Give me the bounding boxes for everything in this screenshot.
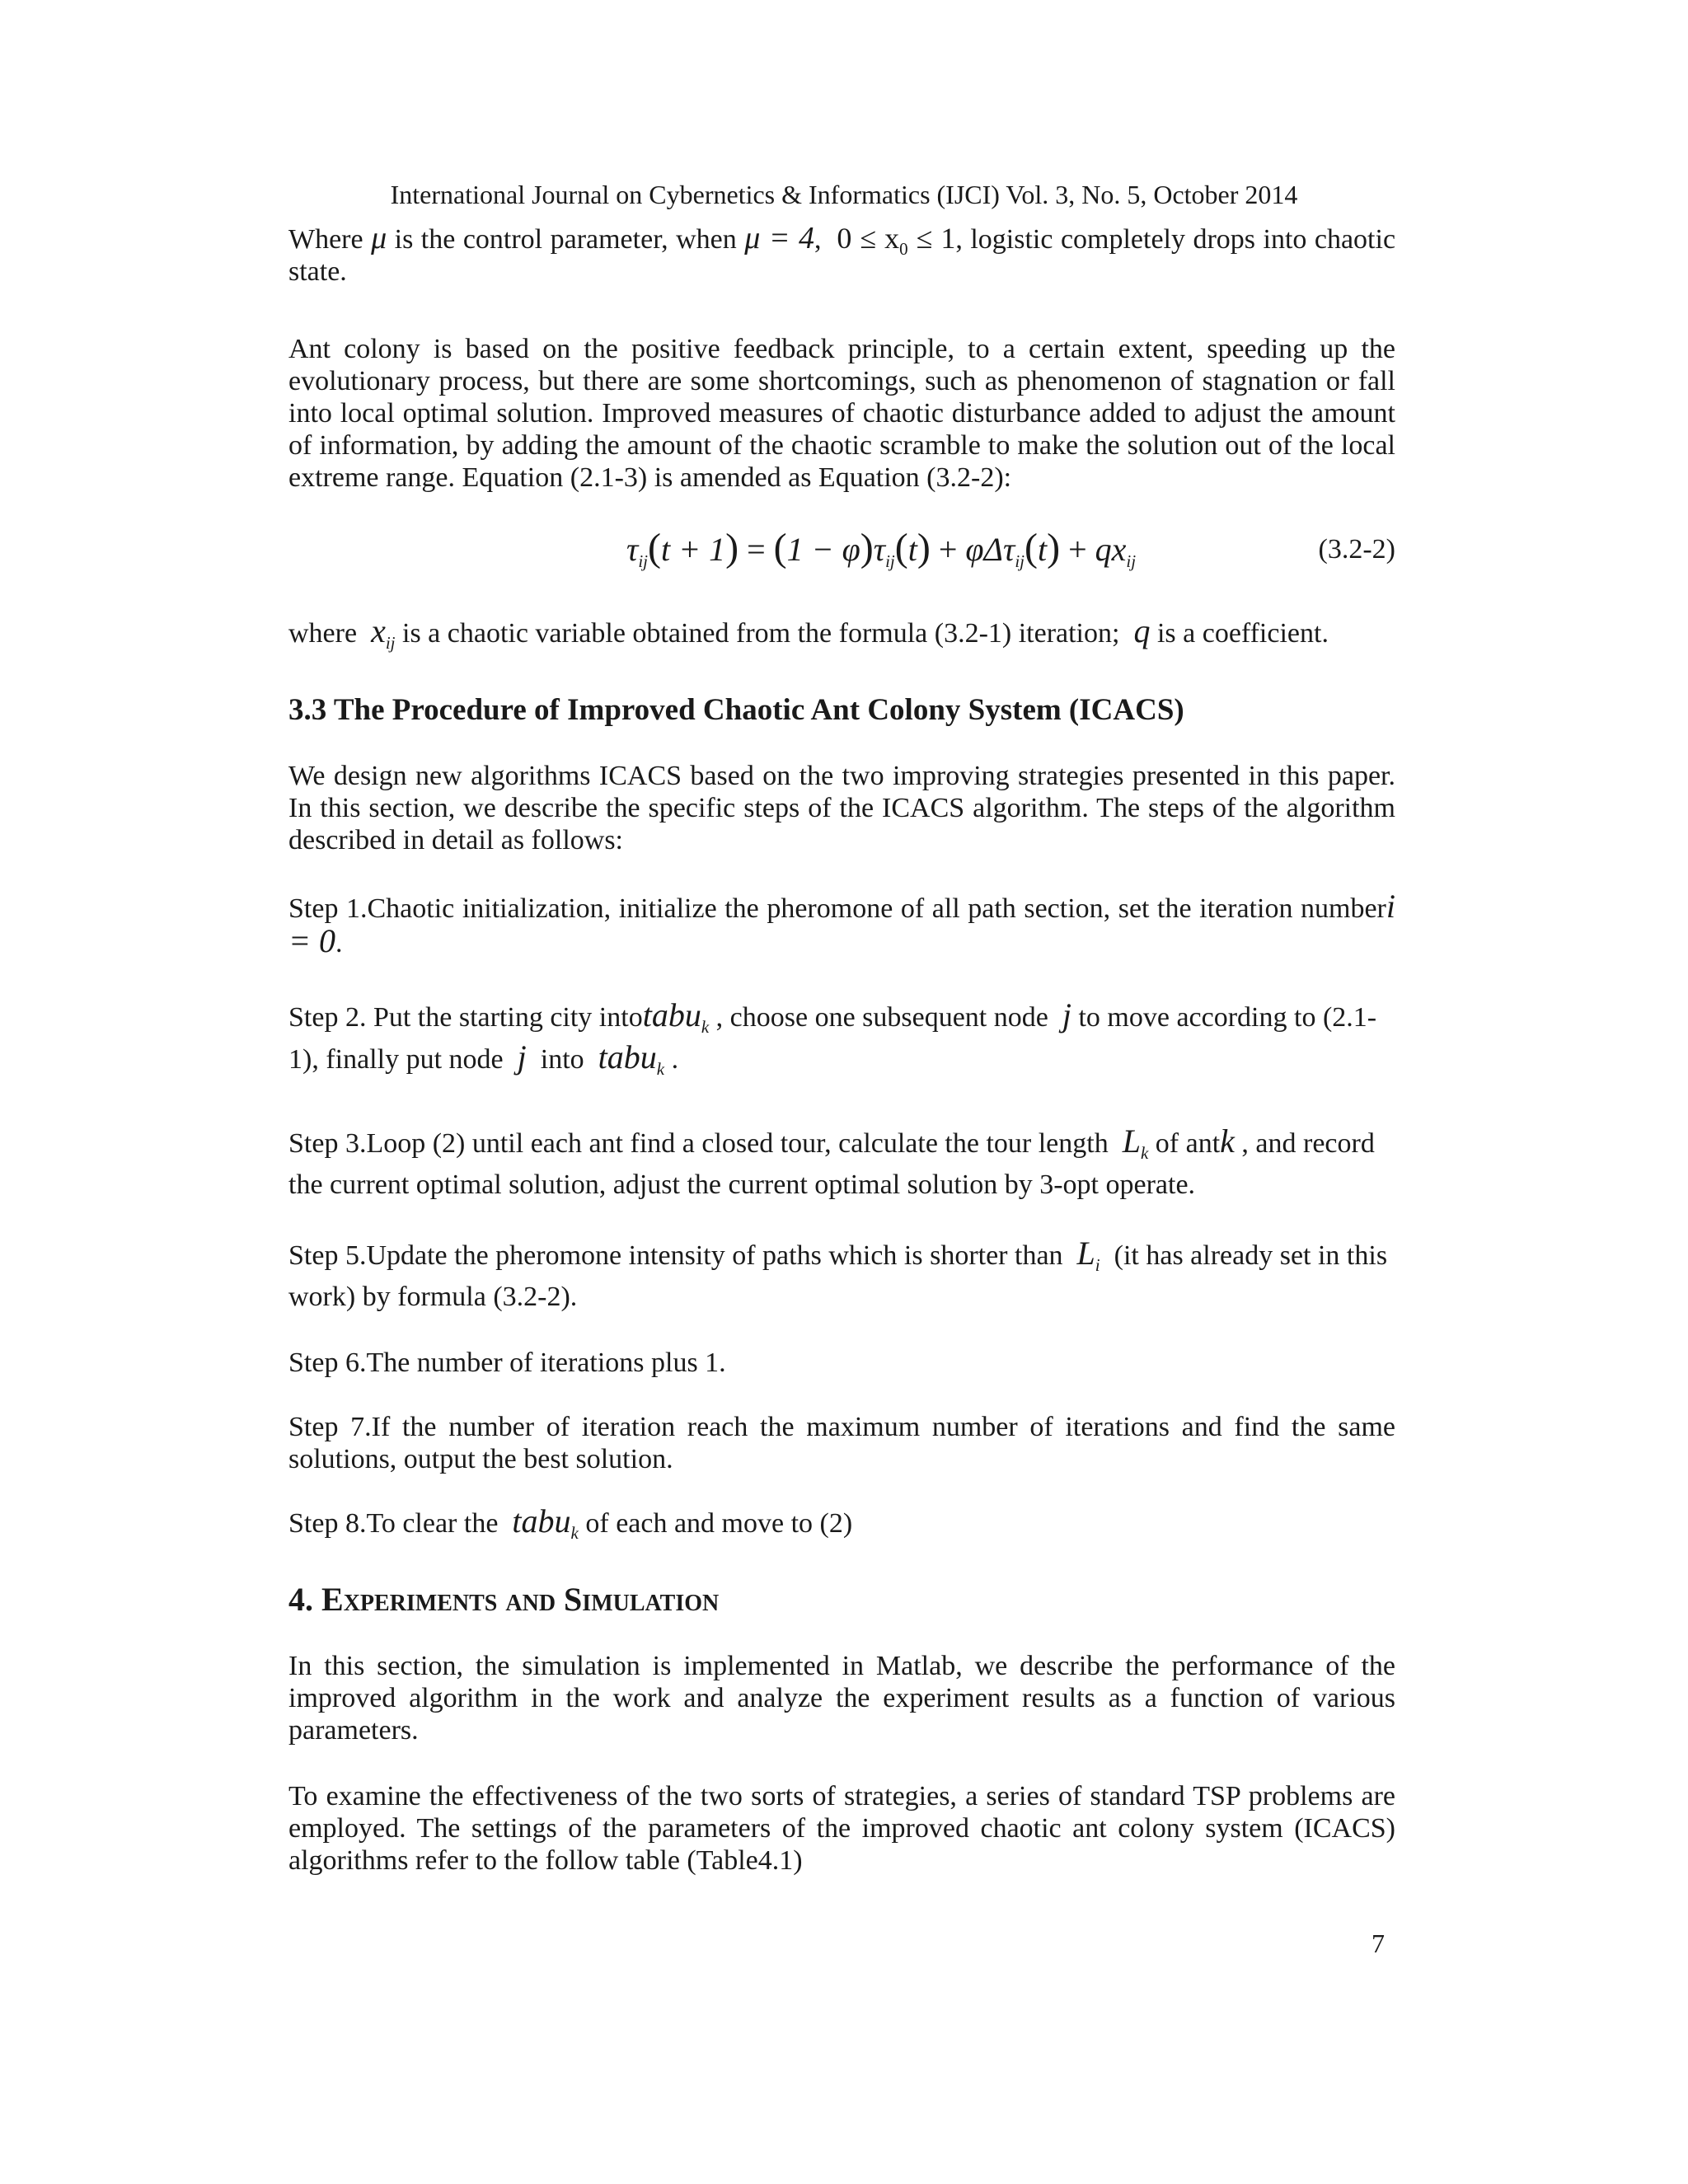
math-subscript: ij (1126, 551, 1137, 571)
math-i-equals-0: i = 0 (288, 888, 1395, 959)
text: into (540, 1044, 584, 1075)
step-1 (288, 890, 1395, 959)
text: . (335, 928, 343, 958)
math-subscript: 0 (899, 239, 908, 259)
running-header: International Journal on Cybernetics & Informatics (IJCI) Vol. 3, No. 5, October 2014 (390, 180, 1298, 209)
math-tau: τ (873, 531, 886, 568)
math-term: φΔτ (965, 531, 1015, 568)
heading-text: S (564, 1581, 583, 1618)
math-tabu: tabu (512, 1502, 571, 1540)
page-number: 7 (1372, 1929, 1385, 1958)
math-j: j (1062, 996, 1071, 1033)
math-term: t (1037, 531, 1048, 568)
math-tabu: tabu (642, 996, 701, 1033)
math-range-end: ≤ 1 (916, 222, 956, 255)
text: , (814, 224, 822, 255)
heading-text: xperiments and (343, 1581, 556, 1618)
math-subscript: ij (385, 633, 396, 653)
step-6: Step 6.The number of iterations plus 1. (288, 1347, 726, 1378)
math-subscript: k (656, 1059, 665, 1079)
math-k: k (1220, 1122, 1235, 1160)
math-x0-range (837, 222, 956, 259)
math-tau: τ (626, 531, 639, 568)
text: Step 2. Put the starting city into (288, 1002, 643, 1033)
math-subscript: ij (1015, 551, 1025, 571)
paragraph-effectiveness: To examine the effectiveness of the two sorts of strategies, a series of standard TSP problems are employed. The settings of the parameters of the improved chaotic ant colony system (ICACS) algorithms refer to the follow table (Table4.1) (288, 1781, 1395, 1876)
text: Step 5.Update the pheromone intensity of paths which is shorter than (288, 1240, 1063, 1271)
math-subscript: k (1140, 1143, 1149, 1163)
paragraph-ant-colony: Ant colony is based on the positive feedback principle, to a certain extent, speeding up the evolutionary process, but there are some shortcomings, such as phenomenon of stagnation or fall into local optimal solution. Improved measures of chaotic disturbance added to adjust the amount of information, by adding the amount of the chaotic scramble to make the solution out of the local extreme range. Equation (2.1-3) is amended as Equation (3.2-2): (288, 334, 1395, 493)
text: is a coefficient. (1156, 618, 1329, 649)
heading-text: imulation (582, 1581, 720, 1618)
math-subscript: i (1095, 1255, 1100, 1275)
text: is the control parameter, when (394, 224, 737, 255)
paragraph-design-icacs: We design new algorithms ICACS based on the two improving strategies presented in this paper. In this section, we describe the specific steps of the ICACS algorithm. The steps of the algorithm described in detail as follows: (288, 761, 1395, 855)
math-operator: + (938, 531, 958, 568)
math-subscript: k (701, 1017, 710, 1037)
math-subscript: k (570, 1523, 579, 1543)
section-3-3-heading: 3.3 The Procedure of Improved Chaotic Ant Colony System (ICACS) (288, 693, 1184, 727)
math-L: L (1122, 1122, 1141, 1160)
math-mu: μ (371, 221, 387, 255)
text: is a chaotic variable obtained from the formula (3.2-1) iteration; (402, 618, 1120, 649)
math-subscript: ij (885, 551, 895, 571)
math-x: x (371, 612, 386, 649)
text: , logistic completely drops into chaotic state. (288, 224, 1396, 287)
math-j: j (517, 1038, 527, 1076)
math-tabu: tabu (598, 1038, 657, 1076)
step-2 (288, 996, 1395, 1080)
math-term: t + 1 (660, 531, 726, 568)
equation-number: (3.2-2) (1318, 534, 1395, 565)
math-term: t (907, 531, 917, 568)
math-term: 1 − φ (786, 531, 860, 568)
math-operator: + (1068, 531, 1087, 568)
text: of ant (1155, 1128, 1221, 1159)
text: to move according to (2.1-1), finally put node (288, 1002, 1377, 1075)
paragraph-control-parameter (288, 223, 1395, 288)
math-subscript: ij (638, 551, 648, 571)
step-8 (288, 1502, 1395, 1543)
step-7: Step 7.If the number of iteration reach the maximum number of iterations and find the same solutions, output the best solution. (288, 1412, 1395, 1474)
math-mu-equals-4: μ = 4 (744, 221, 814, 255)
step-3 (288, 1121, 1395, 1206)
text: where (288, 618, 358, 649)
math-range-start: 0 ≤ x (837, 222, 900, 255)
step-5 (288, 1233, 1395, 1318)
text: Step 3.Loop (2) until each ant find a closed tour, calculate the tour length (288, 1128, 1109, 1159)
text: Step 8.To clear the (288, 1508, 499, 1539)
text: , and record the current optimal solution, adjust the current optimal solution by 3-opt operate. (288, 1128, 1375, 1200)
text: , choose one subsequent node (715, 1002, 1048, 1033)
paragraph-simulation: In this section, the simulation is implemented in Matlab, we describe the performance of the improved algorithm in the work and analyze the experiment results as a function of various parameters. (288, 1651, 1395, 1746)
equation-3-2-2: $\tau_{ij}(t + 1) = (1 - \varphi)\tau_{ij}(t) + \varphi\Delta\tau_{ij}(t) + qx_{ij}$ (626, 526, 1137, 571)
text: (it has already set in this work) by formula (3.2-2). (288, 1240, 1388, 1312)
math-term: qx (1095, 531, 1127, 568)
text: of each and move to (2) (585, 1508, 853, 1539)
text: Where (288, 224, 363, 255)
text: . (671, 1044, 679, 1075)
math-operator: = (747, 531, 766, 568)
text: Step 1.Chaotic initialization, initialize the pheromone of all path section, set the iteration number (288, 893, 1386, 924)
section-4-heading (288, 1579, 719, 1620)
paragraph-chaotic-variable (288, 612, 1395, 653)
heading-text: 4. E (288, 1581, 344, 1618)
math-q: q (1133, 612, 1151, 649)
math-L: L (1076, 1235, 1095, 1272)
